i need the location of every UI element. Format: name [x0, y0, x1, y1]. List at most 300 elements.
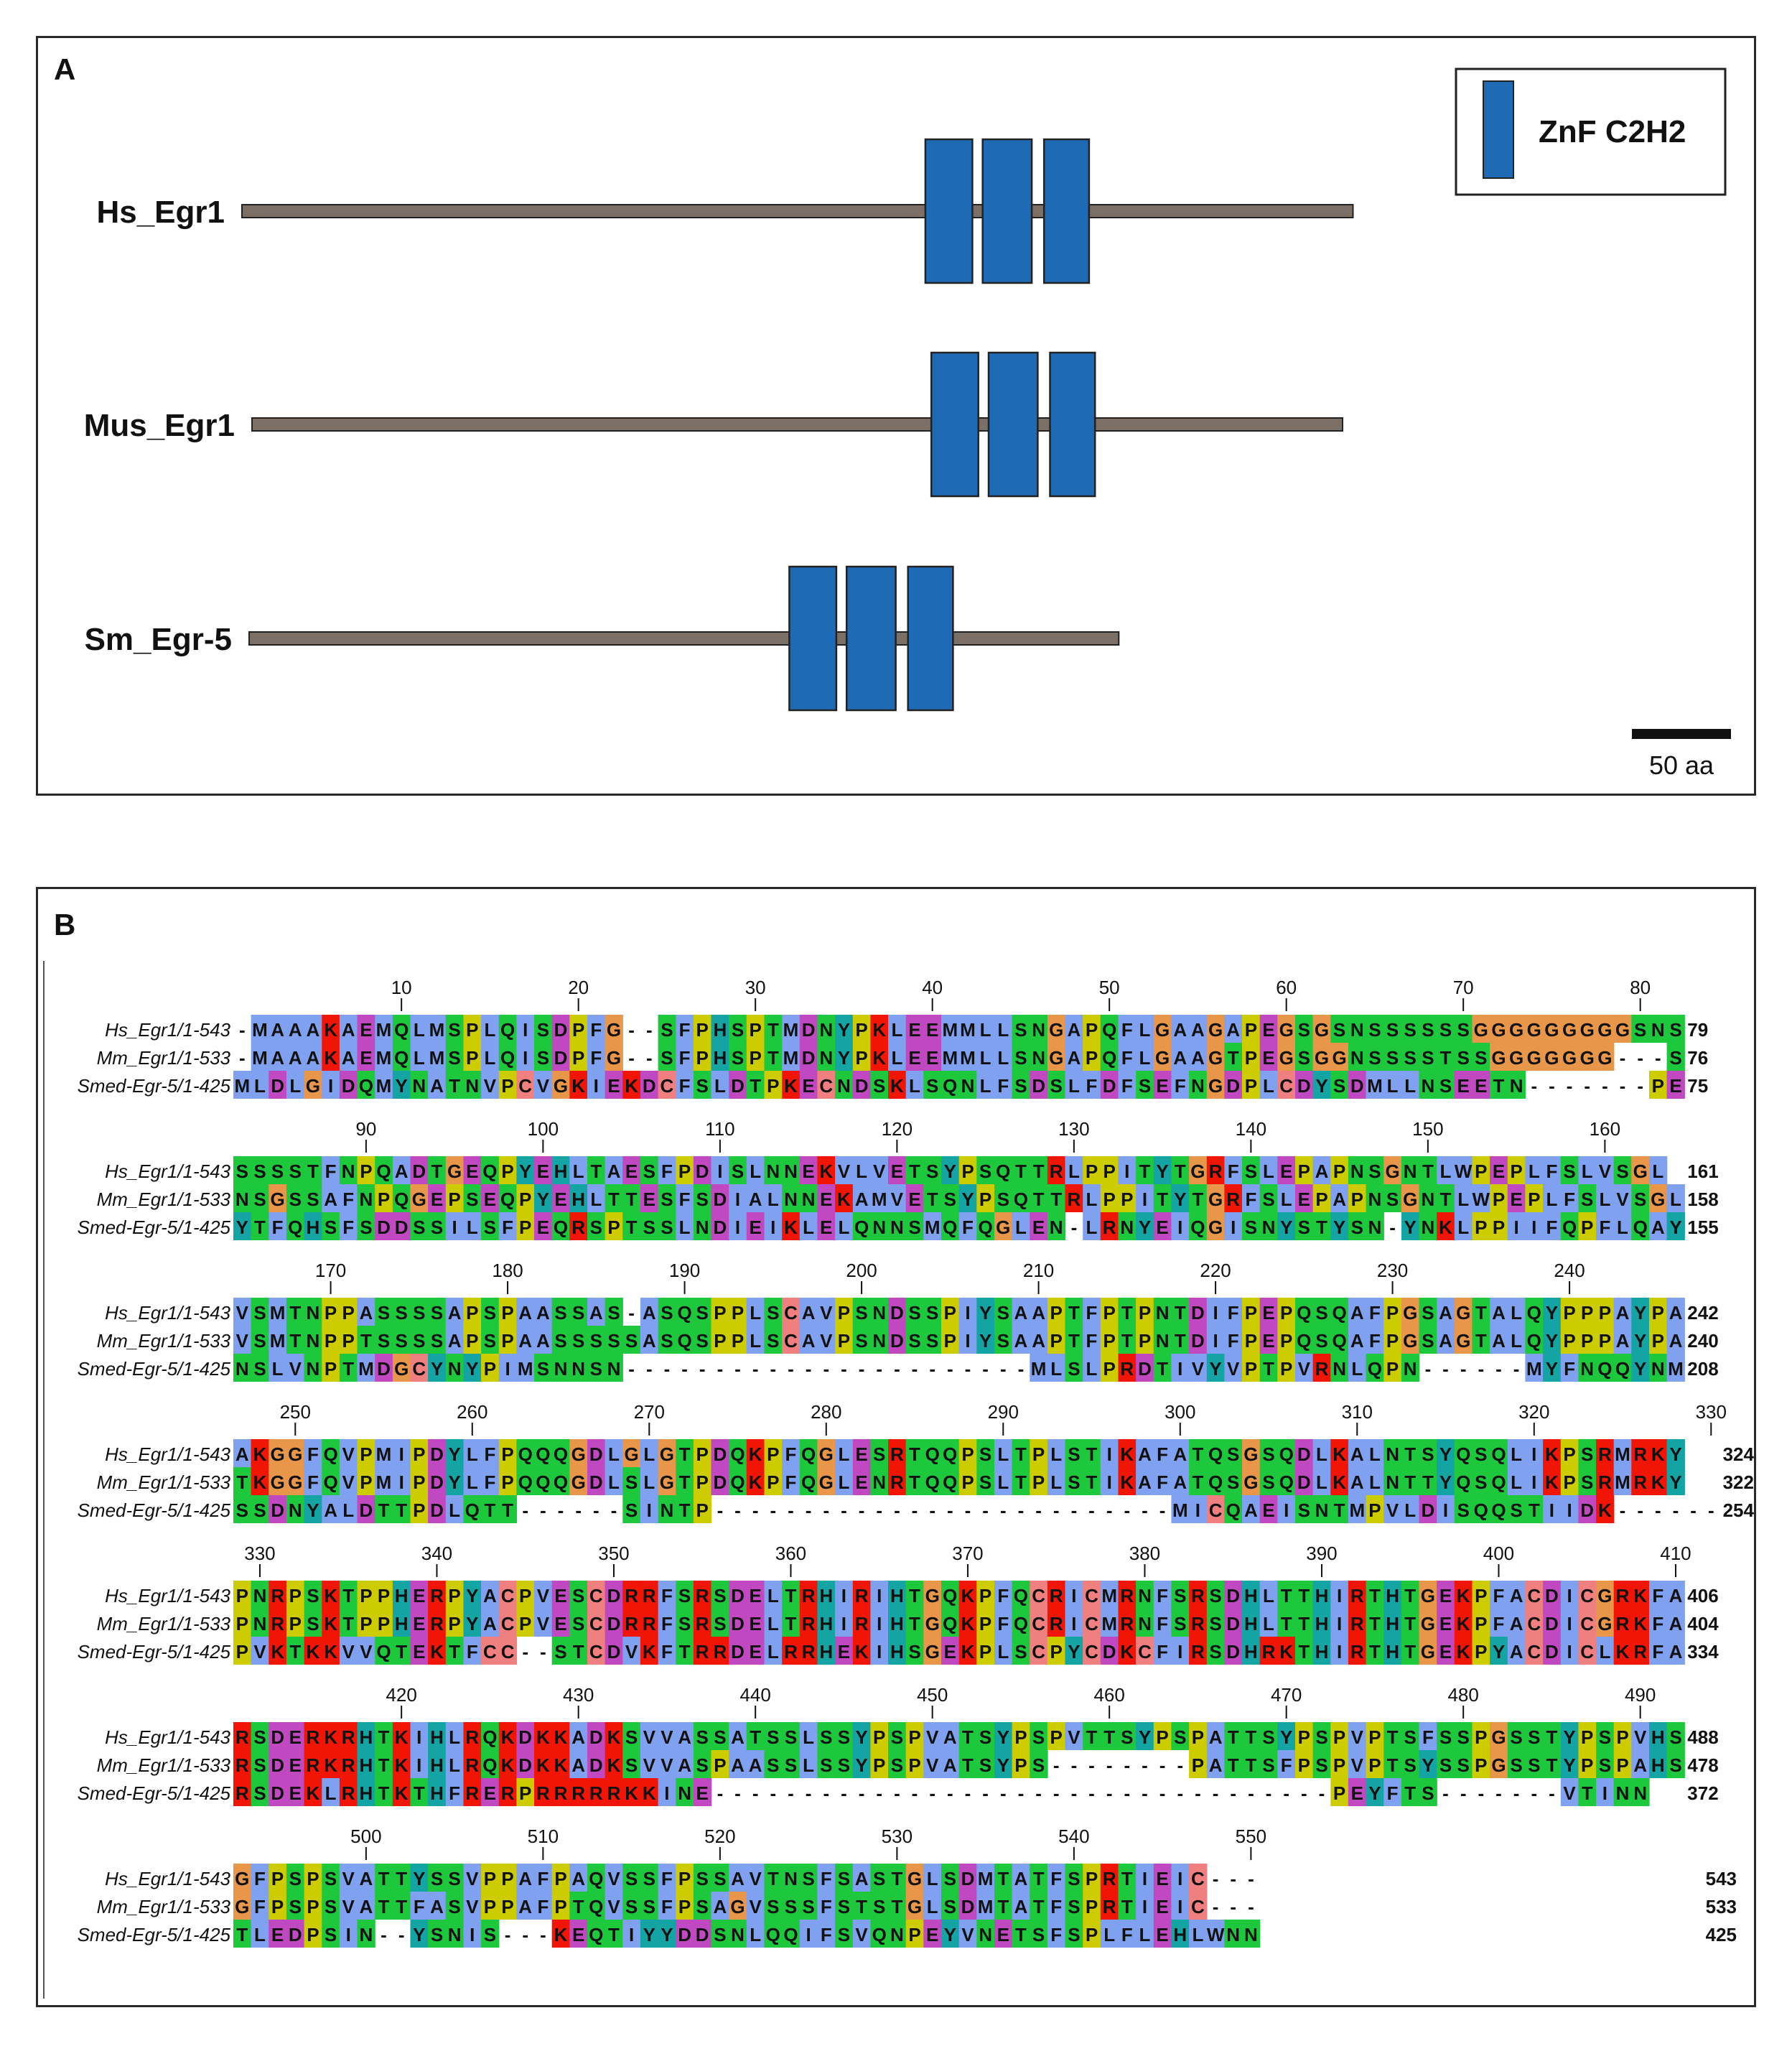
residue-letter: P: [1475, 1726, 1488, 1748]
residue-letter: A: [235, 1443, 249, 1465]
residue-letter: S: [661, 1019, 673, 1041]
residue-letter: I: [1213, 1302, 1218, 1324]
residue-letter: H: [890, 1613, 904, 1635]
residue-letter: F: [678, 1189, 691, 1210]
residue-letter: Q: [376, 1641, 391, 1663]
residue-letter: -: [1017, 1358, 1025, 1380]
residue-letter: P: [1315, 1189, 1328, 1210]
residue-letter: S: [873, 1075, 886, 1097]
residue-letter: I: [877, 1641, 882, 1663]
residue-letter: G: [1597, 1019, 1613, 1041]
residue-letter: G: [270, 1443, 285, 1465]
residue-letter: N: [819, 1047, 834, 1069]
residue-letter: -: [770, 1782, 777, 1804]
residue-letter: -: [841, 1358, 847, 1380]
residue-letter: P: [1598, 1330, 1612, 1352]
residue-letter: P: [873, 1754, 886, 1776]
residue-letter: T: [767, 1019, 779, 1041]
residue-letter: S: [625, 1499, 638, 1521]
residue-letter: A: [271, 1019, 284, 1041]
residue-letter: T: [236, 1471, 248, 1493]
residue-letter: -: [1159, 1782, 1166, 1804]
residue-letter: D: [288, 1924, 302, 1945]
residue-letter: R: [235, 1726, 249, 1748]
residue-letter: D: [695, 1924, 709, 1945]
residue-letter: K: [872, 1019, 887, 1041]
residue-letter: P: [1368, 1754, 1381, 1776]
residue-letter: R: [1633, 1471, 1648, 1493]
znf-c2h2-domain: [1050, 353, 1096, 496]
residue-letter: G: [1508, 1047, 1524, 1069]
residue-letter: -: [1088, 1754, 1095, 1776]
residue-letter: K: [784, 1217, 798, 1238]
residue-letter: N: [235, 1358, 249, 1380]
residue-letter: Q: [943, 1075, 958, 1097]
residue-letter: I: [398, 1443, 404, 1465]
residue-letter: S: [536, 1358, 550, 1380]
residue-letter: -: [1619, 1047, 1626, 1069]
residue-letter: C: [1580, 1641, 1595, 1663]
residue-letter: C: [1580, 1585, 1595, 1606]
residue-letter: L: [803, 1726, 815, 1748]
residue-letter: L: [997, 1641, 1009, 1663]
residue-letter: Q: [500, 1047, 515, 1069]
residue-letter: P: [1103, 1358, 1116, 1380]
residue-letter: K: [1651, 1443, 1665, 1465]
residue-letter: Q: [323, 1471, 338, 1493]
residue-letter: P: [979, 1585, 992, 1606]
sequence-name: Smed-Egr-5/1-425: [77, 1499, 230, 1521]
residue-letter: H: [1173, 1924, 1187, 1945]
residue-letter: R: [642, 1613, 656, 1635]
alignment-block: [78, 1260, 1719, 1382]
residue-letter: M: [375, 1443, 392, 1465]
residue-letter: I: [1531, 1443, 1537, 1465]
residue-letter: Q: [518, 1471, 533, 1493]
residue-letter: D: [1191, 1330, 1205, 1352]
residue-letter: Q: [553, 1217, 569, 1238]
residue-letter: T: [1404, 1782, 1417, 1804]
residue-letter: C: [1580, 1613, 1595, 1635]
residue-letter: A: [1350, 1471, 1364, 1493]
residue-letter: S: [820, 1754, 833, 1776]
residue-letter: K: [784, 1075, 798, 1097]
residue-letter: F: [413, 1896, 425, 1917]
residue-letter: -: [876, 1782, 883, 1804]
residue-letter: Q: [394, 1047, 409, 1069]
alignment-row: [78, 1354, 1719, 1382]
ruler-position-label: 550: [1235, 1826, 1267, 1847]
residue-letter: S: [1315, 1330, 1328, 1352]
residue-letter: V: [466, 1868, 479, 1889]
residue-letter: D: [1297, 1443, 1311, 1465]
residue-letter: P: [1297, 1754, 1310, 1776]
residue-letter: S: [820, 1726, 833, 1748]
residue-letter: H: [1244, 1641, 1258, 1663]
residue-letter: D: [1226, 1585, 1241, 1606]
residue-letter: T: [449, 1641, 461, 1663]
residue-letter: -: [699, 1358, 706, 1380]
residue-letter: Y: [643, 1924, 655, 1945]
residue-letter: C: [784, 1302, 798, 1324]
residue-letter: L: [466, 1471, 478, 1493]
residue-letter: K: [500, 1726, 515, 1748]
residue-letter: G: [1403, 1302, 1418, 1324]
residue-letter: F: [785, 1443, 797, 1465]
residue-letter: -: [734, 1358, 741, 1380]
residue-letter: I: [1106, 1443, 1112, 1465]
protein-name-label: Mus_Egr1: [83, 408, 235, 443]
residue-letter: C: [819, 1075, 834, 1097]
residue-letter: Y: [1280, 1726, 1293, 1748]
residue-letter: S: [1297, 1217, 1310, 1238]
residue-letter: E: [554, 1585, 567, 1606]
sequence-name: Smed-Egr-5/1-425: [77, 1075, 230, 1097]
residue-letter: S: [714, 1868, 727, 1889]
residue-letter: S: [1315, 1726, 1328, 1748]
residue-letter: -: [858, 1499, 865, 1521]
protein-sm-egr-5: [85, 567, 1119, 710]
residue-letter: T: [572, 1896, 584, 1917]
residue-letter: T: [1439, 1047, 1452, 1069]
residue-letter: G: [1544, 1047, 1559, 1069]
residue-letter: S: [908, 1641, 921, 1663]
residue-letter: A: [607, 1161, 621, 1182]
residue-letter: N: [554, 1358, 568, 1380]
residue-letter: -: [1106, 1499, 1113, 1521]
alignment-row: [78, 1637, 1719, 1665]
residue-letter: -: [1159, 1754, 1166, 1776]
residue-letter: P: [572, 1019, 585, 1041]
residue-letter: Q: [765, 1924, 780, 1945]
residue-letter: M: [783, 1047, 799, 1069]
residue-letter: P: [855, 1019, 868, 1041]
alignment-row: [97, 1892, 1737, 1920]
residue-letter: D: [430, 1443, 444, 1465]
residue-letter: S: [625, 1868, 638, 1889]
residue-letter: T: [1014, 1443, 1027, 1465]
residue-letter: K: [607, 1754, 621, 1776]
residue-letter: -: [1442, 1358, 1449, 1380]
residue-letter: -: [1248, 1868, 1254, 1889]
residue-letter: P: [961, 1443, 974, 1465]
alignment-row: [105, 1864, 1737, 1892]
residue-letter: P: [1563, 1443, 1576, 1465]
residue-letter: -: [1088, 1782, 1095, 1804]
residue-letter: T: [909, 1613, 920, 1635]
residue-letter: T: [1475, 1330, 1487, 1352]
residue-letter: W: [1472, 1189, 1490, 1210]
residue-letter: -: [964, 1358, 971, 1380]
residue-letter: G: [606, 1019, 622, 1041]
residue-letter: S: [625, 1726, 638, 1748]
residue-letter: D: [430, 1499, 444, 1521]
residue-letter: S: [235, 1499, 248, 1521]
residue-letter: P: [979, 1641, 992, 1663]
residue-letter: P: [714, 1330, 727, 1352]
ruler-position-label: 240: [1554, 1260, 1585, 1281]
residue-letter: S: [1510, 1726, 1523, 1748]
residue-letter: Q: [394, 1019, 409, 1041]
residue-letter: T: [997, 1868, 1009, 1889]
residue-letter: P: [1651, 1330, 1664, 1352]
ruler-position-label: 270: [633, 1401, 665, 1423]
sequence-name: Hs_Egr1/1-543: [105, 1585, 230, 1606]
residue-letter: Q: [943, 1217, 958, 1238]
residue-letter: I: [628, 1924, 635, 1945]
sequence-end-position: 322: [1722, 1471, 1754, 1493]
residue-letter: S: [483, 1302, 497, 1324]
residue-letter: P: [307, 1868, 319, 1889]
residue-letter: T: [1493, 1075, 1505, 1097]
residue-letter: I: [327, 1075, 334, 1097]
ruler-position-label: 500: [350, 1826, 382, 1847]
ruler-position-label: 340: [421, 1543, 453, 1564]
residue-letter: D: [1102, 1075, 1116, 1097]
residue-letter: T: [378, 1896, 390, 1917]
sequence-name: Smed-Egr-5/1-425: [77, 1782, 230, 1804]
residue-letter: D: [359, 1499, 373, 1521]
residue-letter: S: [1209, 1641, 1222, 1663]
residue-letter: N: [447, 1924, 462, 1945]
residue-letter: Y: [413, 1868, 426, 1889]
residue-letter: -: [645, 1047, 653, 1069]
residue-letter: V: [1598, 1161, 1612, 1182]
residue-letter: S: [926, 1302, 939, 1324]
residue-letter: T: [608, 1189, 620, 1210]
residue-letter: E: [802, 1075, 815, 1097]
residue-letter: I: [1071, 1585, 1077, 1606]
residue-letter: Y: [536, 1189, 550, 1210]
residue-letter: L: [1263, 1613, 1274, 1635]
residue-letter: L: [678, 1217, 691, 1238]
residue-letter: R: [1633, 1443, 1648, 1465]
residue-letter: D: [1421, 1499, 1435, 1521]
residue-letter: T: [1014, 1161, 1027, 1182]
residue-letter: D: [430, 1471, 444, 1493]
residue-letter: H: [1651, 1726, 1665, 1748]
residue-letter: G: [1154, 1047, 1170, 1069]
residue-letter: M: [1172, 1499, 1188, 1521]
residue-letter: F: [1157, 1613, 1169, 1635]
residue-letter: A: [1651, 1217, 1665, 1238]
residue-letter: S: [678, 1585, 691, 1606]
residue-letter: M: [1030, 1358, 1047, 1380]
residue-letter: S: [1209, 1613, 1222, 1635]
residue-letter: P: [1386, 1330, 1399, 1352]
residue-letter: S: [554, 1302, 567, 1324]
residue-letter: S: [430, 1924, 444, 1945]
residue-letter: S: [289, 1868, 302, 1889]
residue-letter: S: [1439, 1726, 1452, 1748]
residue-letter: N: [1350, 1019, 1364, 1041]
residue-letter: L: [803, 1754, 815, 1776]
residue-letter: T: [1422, 1161, 1434, 1182]
residue-letter: E: [1439, 1585, 1452, 1606]
sequence-name: Mm_Egr1/1-533: [96, 1896, 230, 1917]
residue-letter: F: [502, 1217, 514, 1238]
residue-letter: -: [1637, 1075, 1644, 1097]
ruler-position-label: 520: [704, 1826, 736, 1847]
residue-letter: S: [1068, 1868, 1081, 1889]
residue-letter: P: [1085, 1047, 1098, 1069]
residue-letter: Q: [465, 1499, 480, 1521]
residue-letter: Q: [482, 1726, 498, 1748]
residue-letter: T: [1245, 1726, 1257, 1748]
residue-letter: S: [784, 1726, 798, 1748]
residue-letter: V: [820, 1330, 833, 1352]
residue-letter: S: [1032, 1726, 1045, 1748]
residue-letter: G: [1597, 1585, 1613, 1606]
residue-letter: H: [359, 1782, 373, 1804]
residue-letter: V: [1227, 1358, 1240, 1380]
residue-letter: E: [483, 1189, 497, 1210]
ruler-position-label: 30: [745, 977, 766, 998]
residue-letter: S: [625, 1896, 638, 1917]
residue-letter: P: [1244, 1330, 1258, 1352]
residue-letter: P: [979, 1189, 992, 1210]
residue-letter: -: [1142, 1754, 1148, 1776]
residue-letter: K: [324, 1754, 337, 1776]
residue-letter: V: [749, 1896, 762, 1917]
residue-letter: L: [979, 1075, 991, 1097]
residue-letter: -: [982, 1782, 989, 1804]
residue-letter: K: [854, 1641, 869, 1663]
residue-letter: -: [1619, 1499, 1626, 1521]
residue-letter: C: [1032, 1641, 1045, 1663]
residue-letter: L: [643, 1471, 655, 1493]
residue-letter: F: [1368, 1302, 1381, 1324]
residue-letter: S: [1014, 1019, 1027, 1041]
alignment-row: [97, 1326, 1719, 1354]
residue-letter: D: [589, 1471, 603, 1493]
residue-letter: Y: [961, 1189, 974, 1210]
residue-letter: I: [1336, 1613, 1343, 1635]
residue-letter: S: [289, 1896, 302, 1917]
residue-letter: A: [1615, 1330, 1630, 1352]
residue-letter: I: [1124, 1161, 1130, 1182]
residue-letter: G: [1562, 1019, 1577, 1041]
residue-letter: S: [731, 1019, 745, 1041]
residue-letter: T: [1263, 1358, 1274, 1380]
residue-letter: S: [1581, 1189, 1594, 1210]
residue-letter: S: [873, 1896, 886, 1917]
residue-letter: D: [589, 1726, 603, 1748]
residue-letter: L: [767, 1613, 779, 1635]
ruler-position-label: 90: [355, 1118, 377, 1140]
residue-letter: E: [1262, 1019, 1275, 1041]
residue-letter: -: [1495, 1782, 1502, 1804]
residue-letter: P: [360, 1585, 373, 1606]
residue-letter: F: [997, 1585, 1009, 1606]
residue-letter: T: [342, 1613, 355, 1635]
residue-letter: S: [1244, 1161, 1258, 1182]
protein-backbone: [242, 205, 1353, 218]
residue-letter: -: [1230, 1868, 1237, 1889]
residue-letter: T: [1316, 1217, 1327, 1238]
residue-letter: S: [908, 1330, 921, 1352]
residue-letter: V: [483, 1075, 497, 1097]
residue-letter: L: [997, 1443, 1009, 1465]
residue-letter: I: [1213, 1330, 1218, 1352]
residue-letter: I: [841, 1613, 847, 1635]
znf-c2h2-domain: [925, 139, 973, 283]
residue-letter: L: [1316, 1471, 1327, 1493]
residue-letter: Q: [1562, 1217, 1577, 1238]
alignment-row: [78, 1778, 1719, 1806]
residue-letter: Q: [288, 1217, 303, 1238]
residue-letter: T: [1404, 1585, 1417, 1606]
residue-letter: T: [856, 1896, 868, 1917]
residue-letter: S: [678, 1613, 691, 1635]
residue-letter: A: [943, 1754, 957, 1776]
residue-letter: R: [1615, 1585, 1630, 1606]
residue-letter: A: [536, 1330, 550, 1352]
sequence-end-position: 324: [1722, 1443, 1754, 1465]
residue-letter: K: [1633, 1613, 1648, 1635]
residue-letter: A: [1138, 1471, 1152, 1493]
residue-letter: T: [1032, 1896, 1045, 1917]
residue-letter: L: [838, 1443, 850, 1465]
residue-letter: Q: [996, 1161, 1011, 1182]
residue-letter: D: [1545, 1613, 1559, 1635]
residue-letter: L: [484, 1019, 496, 1041]
residue-letter: P: [1510, 1161, 1523, 1182]
residue-letter: P: [767, 1075, 780, 1097]
residue-letter: Y: [1492, 1641, 1506, 1663]
residue-letter: N: [1615, 1782, 1630, 1804]
residue-letter: P: [271, 1868, 284, 1889]
residue-letter: -: [911, 1499, 918, 1521]
residue-letter: F: [997, 1075, 1009, 1097]
residue-letter: L: [1457, 1217, 1470, 1238]
residue-letter: G: [288, 1443, 303, 1465]
residue-letter: D: [961, 1896, 975, 1917]
alignment-block: [78, 1826, 1737, 1948]
alignment-row: [97, 1750, 1719, 1778]
residue-letter: S: [1475, 1047, 1488, 1069]
residue-letter: S: [1068, 1896, 1081, 1917]
alignment-row: [105, 1015, 1708, 1043]
residue-letter: S: [1014, 1047, 1027, 1069]
residue-letter: L: [1599, 1641, 1611, 1663]
residue-letter: G: [1420, 1613, 1436, 1635]
residue-letter: G: [1491, 1047, 1506, 1069]
residue-letter: L: [413, 1047, 425, 1069]
residue-letter: Q: [589, 1924, 604, 1945]
residue-letter: -: [876, 1499, 883, 1521]
residue-letter: S: [696, 1868, 709, 1889]
residue-letter: P: [1032, 1471, 1045, 1493]
alignment-row: [97, 1043, 1709, 1071]
residue-letter: S: [1616, 1161, 1629, 1182]
residue-letter: S: [643, 1868, 655, 1889]
residue-letter: T: [1192, 1443, 1204, 1465]
residue-letter: K: [961, 1613, 975, 1635]
residue-letter: I: [1336, 1585, 1343, 1606]
residue-letter: S: [908, 1217, 921, 1238]
residue-letter: F: [1245, 1189, 1257, 1210]
residue-letter: N: [359, 1924, 373, 1945]
residue-letter: A: [1014, 1302, 1028, 1324]
residue-letter: S: [324, 1924, 337, 1945]
residue-letter: E: [926, 1047, 939, 1069]
residue-letter: G: [1403, 1330, 1418, 1352]
residue-letter: P: [1121, 1189, 1134, 1210]
residue-letter: L: [1439, 1161, 1452, 1182]
residue-letter: S: [979, 1161, 992, 1182]
residue-letter: L: [891, 1019, 903, 1041]
